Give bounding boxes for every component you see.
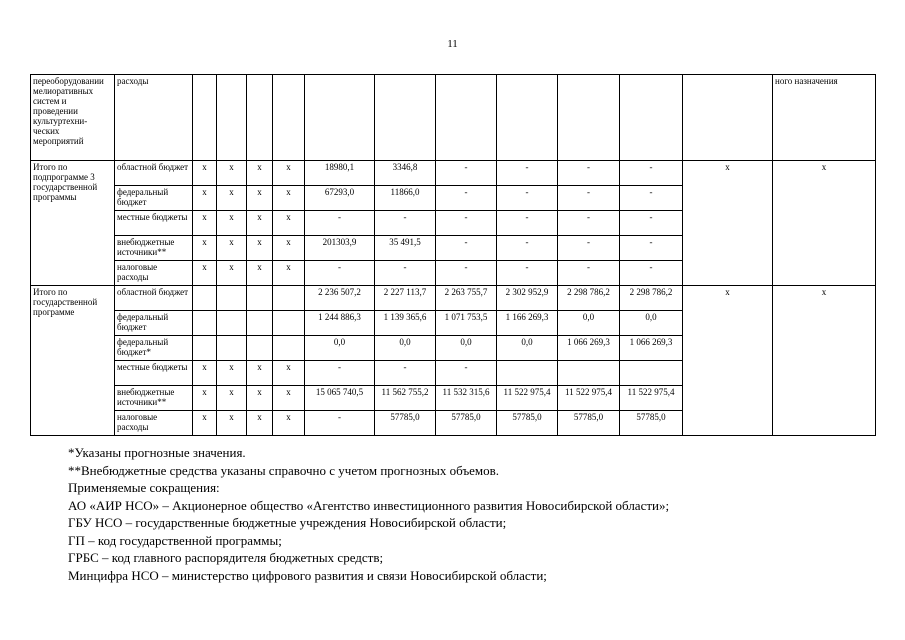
table-cell: - [620, 186, 683, 211]
table-cell: 2 298 786,2 [558, 286, 620, 311]
table-cell: 0,0 [558, 311, 620, 336]
row-name: Итого по подпрограмме 3 государственной программы [31, 161, 115, 286]
table-cell: 201303,9 [305, 236, 375, 261]
row-name: Итого по государственной программе [31, 286, 115, 436]
table-cell: - [558, 236, 620, 261]
table-cell: - [375, 361, 436, 386]
table-cell: 0,0 [436, 336, 497, 361]
table-cell: 35 491,5 [375, 236, 436, 261]
table-cell: x [683, 161, 773, 286]
table-cell: - [497, 186, 558, 211]
table-cell [217, 311, 247, 336]
budget-table [30, 74, 876, 436]
table-cell: 18980,1 [305, 161, 375, 186]
footnote-line: ГП – код государственной программы; [68, 532, 282, 548]
footnote-line: АО «АИР НСО» – Акционерное общество «Агентство инвестиционного развития Новосибирской области»; [68, 497, 670, 513]
table-cell: - [497, 161, 558, 186]
table-cell: x [247, 186, 273, 211]
table-cell: - [375, 261, 436, 286]
row-source: налоговые расходы [115, 411, 193, 436]
footnote-line: **Внебюджетные средства указаны справочно с учетом прогнозных объемов. [68, 462, 500, 478]
row-name: переоборудовании мелиоративных систем и проведении культуртехни-ческих мероприятий [31, 75, 115, 161]
table-cell: x [273, 386, 305, 411]
table-cell: 57785,0 [375, 411, 436, 436]
table-cell: 0,0 [620, 311, 683, 336]
table-cell: - [436, 161, 497, 186]
footnote-line: ГРБС – код главного распорядителя бюджетных средств; [68, 550, 384, 565]
table-cell: 0,0 [305, 336, 375, 361]
table-cell: x [247, 161, 273, 186]
table-cell: x [273, 211, 305, 236]
row-source: местные бюджеты [115, 361, 193, 386]
table-cell: x [773, 286, 876, 436]
table-cell: 2 236 507,2 [305, 286, 375, 311]
table-cell: x [217, 411, 247, 436]
footnote-line: Минцифра НСО – министерство цифрового развития и связи Новосибирской области; [68, 567, 547, 583]
table-cell: x [217, 161, 247, 186]
table-cell: x [217, 236, 247, 261]
table-cell: - [436, 361, 497, 386]
table-cell: - [620, 211, 683, 236]
table-cell: 0,0 [497, 336, 558, 361]
table-cell: x [217, 261, 247, 286]
footnote-line: Применяемые сокращения: [68, 480, 220, 495]
table-cell: 57785,0 [620, 411, 683, 436]
table-cell: 3346,8 [375, 161, 436, 186]
row-source: федеральный бюджет* [115, 336, 193, 361]
footnote-line: *Указаны прогнозные значения. [68, 445, 246, 460]
table-cell: - [620, 161, 683, 186]
table-cell [193, 336, 217, 361]
table-cell: x [773, 161, 876, 286]
table-cell: - [497, 236, 558, 261]
table-cell: - [305, 261, 375, 286]
table-cell: x [193, 411, 217, 436]
table-cell: x [273, 261, 305, 286]
table-cell: x [217, 361, 247, 386]
table-cell: x [193, 236, 217, 261]
table-cell: x [193, 361, 217, 386]
table-cell: x [193, 261, 217, 286]
row-source: областной бюджет [115, 286, 193, 311]
table-cell: - [558, 186, 620, 211]
table-cell: 11 532 315,6 [436, 386, 497, 411]
table-cell: x [247, 236, 273, 261]
footnotes [68, 444, 669, 584]
table-cell: - [436, 186, 497, 211]
table-cell [558, 361, 620, 386]
table-cell: - [620, 261, 683, 286]
table-cell: - [436, 261, 497, 286]
table-cell [247, 286, 273, 311]
table-cell: x [273, 361, 305, 386]
table-cell: 2 227 113,7 [375, 286, 436, 311]
table-cell: - [305, 211, 375, 236]
table-cell: x [193, 161, 217, 186]
table-cell: - [436, 236, 497, 261]
table-cell: 1 139 365,6 [375, 311, 436, 336]
table-cell: x [217, 386, 247, 411]
row-source: федеральный бюджет [115, 186, 193, 211]
table-cell: 57785,0 [497, 411, 558, 436]
table-cell: - [305, 411, 375, 436]
table-cell: x [247, 411, 273, 436]
table-cell: 67293,0 [305, 186, 375, 211]
table-cell: x [193, 211, 217, 236]
table-cell: 11 562 755,2 [375, 386, 436, 411]
table-cell: - [497, 211, 558, 236]
table-cell: x [273, 186, 305, 211]
table-cell: x [683, 286, 773, 436]
row-source: налоговые расходы [115, 261, 193, 286]
row-source: федеральный бюджет [115, 311, 193, 336]
table-cell [193, 286, 217, 311]
table-cell: x [217, 186, 247, 211]
table-cell [273, 286, 305, 311]
table-cell: 57785,0 [436, 411, 497, 436]
table-cell: - [375, 211, 436, 236]
table-cell: 1 166 269,3 [497, 311, 558, 336]
table-cell [273, 336, 305, 361]
table-cell: 0,0 [375, 336, 436, 361]
table-cell: x [247, 211, 273, 236]
table-row [31, 75, 876, 161]
table-row [31, 161, 876, 186]
table-cell [497, 361, 558, 386]
table-cell: x [273, 411, 305, 436]
table-row [31, 286, 876, 311]
table-cell: 1 244 886,3 [305, 311, 375, 336]
table-cell: 2 263 755,7 [436, 286, 497, 311]
row-source: местные бюджеты [115, 211, 193, 236]
table-cell: - [305, 361, 375, 386]
table-cell: x [193, 386, 217, 411]
table-cell: x [217, 211, 247, 236]
footnote-line: ГБУ НСО – государственные бюджетные учреждения Новосибирской области; [68, 515, 507, 530]
row-source: расходы [115, 75, 193, 161]
table-cell [217, 336, 247, 361]
table-cell: x [247, 361, 273, 386]
table-cell: - [558, 161, 620, 186]
table-cell: x [247, 261, 273, 286]
table-cell: - [558, 211, 620, 236]
table-cell [273, 311, 305, 336]
table-cell: x [247, 386, 273, 411]
table-cell: 11866,0 [375, 186, 436, 211]
table-cell: 57785,0 [558, 411, 620, 436]
table-cell [247, 311, 273, 336]
table-cell: x [193, 186, 217, 211]
row-source: внебюджетные источники** [115, 386, 193, 411]
table-cell [620, 361, 683, 386]
table-cell [193, 311, 217, 336]
row-source: областной бюджет [115, 161, 193, 186]
table-cell [247, 336, 273, 361]
table-cell: 11 522 975,4 [497, 386, 558, 411]
table-cell: 11 522 975,4 [558, 386, 620, 411]
table-cell: - [436, 211, 497, 236]
table-cell: 1 066 269,3 [558, 336, 620, 361]
table-cell: 11 522 975,4 [620, 386, 683, 411]
table-cell: 15 065 740,5 [305, 386, 375, 411]
row-source: внебюджетные источники** [115, 236, 193, 261]
table-cell: 1 071 753,5 [436, 311, 497, 336]
table-cell: 2 298 786,2 [620, 286, 683, 311]
table-cell: 1 066 269,3 [620, 336, 683, 361]
table-cell: - [497, 261, 558, 286]
row-last-cell: ного назначения [773, 75, 876, 161]
table-cell: - [558, 261, 620, 286]
table-cell: - [620, 236, 683, 261]
table-cell: x [273, 236, 305, 261]
table-cell: x [273, 161, 305, 186]
table-cell [217, 286, 247, 311]
page-number: 11 [447, 38, 458, 50]
table-cell: 2 302 952,9 [497, 286, 558, 311]
